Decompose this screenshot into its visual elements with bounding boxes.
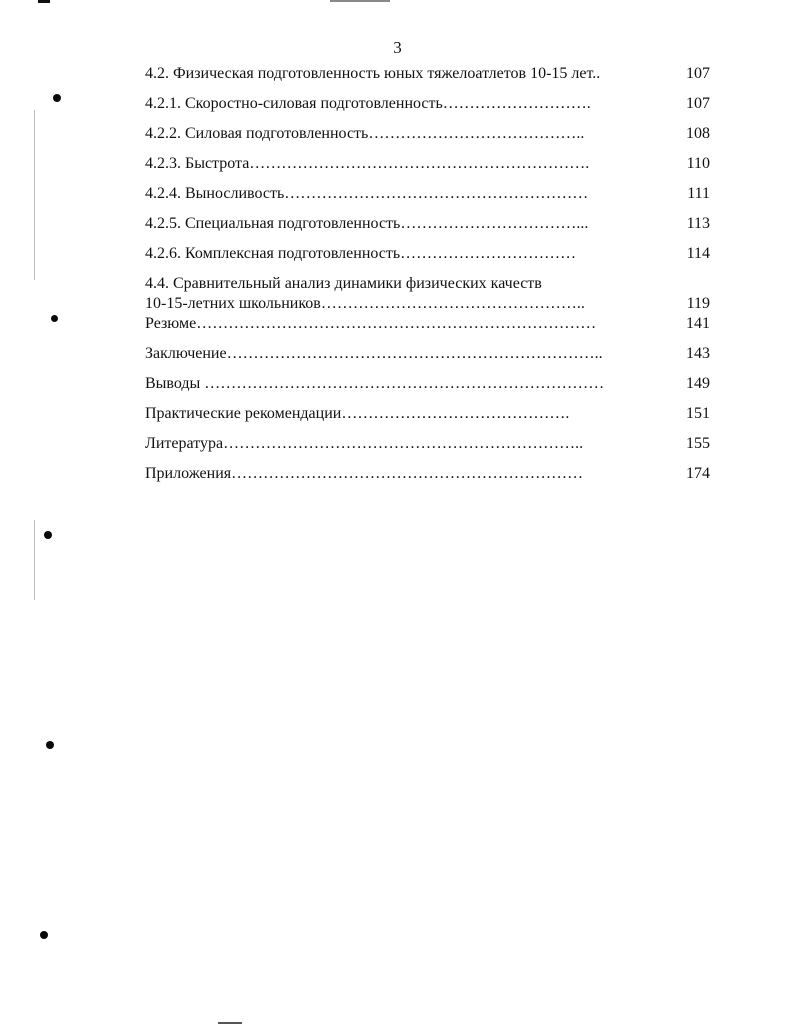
toc-entry-4-2-5[interactable] [145, 214, 710, 234]
toc-entry-title: 4.2.3. Быстрота………………………………………………………. [145, 155, 590, 172]
binding-line-lower [34, 520, 35, 600]
toc-entry-4-2-3[interactable] [145, 154, 710, 174]
toc-entry-4-2-4[interactable] [145, 184, 710, 204]
binding-hole-2 [51, 315, 58, 322]
toc-entry-page: 151 [686, 405, 710, 422]
toc-entry-page: 114 [686, 245, 710, 262]
toc-entry-title: 4.2.5. Специальная подготовленность……………………………... [145, 215, 589, 232]
toc-entry-title: 4.2. Физическая подготовленность юных тяжелоатлетов 10-15 лет.. [145, 65, 601, 82]
binding-hole-5 [40, 931, 48, 939]
toc-entry-page: 107 [686, 95, 710, 112]
toc-entry-page: 119 [686, 295, 710, 312]
toc-entry-appendices[interactable] [145, 464, 710, 484]
toc-entry-literature[interactable] [145, 434, 710, 454]
toc-entry-page: 113 [686, 215, 710, 232]
toc-entry-page: 141 [686, 315, 710, 332]
toc-entry-4-2[interactable] [145, 64, 710, 84]
binding-hole-4 [46, 741, 54, 749]
toc-entry-title: 4.2.1. Скоростно-силовая подготовленность………………………. [145, 95, 591, 112]
page-number: 3 [393, 38, 402, 57]
toc-entry-conclusion[interactable] [145, 344, 710, 364]
toc-entry-title: 4.2.2. Силовая подготовленность………………………………….. [145, 125, 585, 142]
toc-entry-page: 111 [687, 185, 710, 202]
binding-line-upper [34, 110, 35, 280]
toc-entry-title-line-1: 4.4. Сравнительный анализ динамики физических качеств [145, 275, 542, 292]
toc-entry-findings[interactable] [145, 374, 710, 394]
toc-entry-title: 10-15-летних школьников………………………………………….. [145, 295, 585, 312]
toc-entry-title: Литература………………………………………………………….. [145, 435, 584, 452]
toc-entry-page: 155 [686, 435, 710, 452]
toc-entry-title: 4.2.4. Выносливость………………………………………………… [145, 185, 589, 202]
toc-entry-title: Приложения………………………………………………………… [145, 465, 584, 482]
binding-hole-1 [53, 94, 61, 102]
toc-entry-page: 108 [686, 125, 710, 142]
toc-entry-page: 107 [686, 65, 710, 82]
scan-artifact-bottom [218, 1022, 242, 1024]
toc-entry-title: Выводы ………………………………………………………………… [145, 375, 605, 392]
toc-entry-title: Заключение…………………………………………………………….. [145, 345, 603, 362]
toc-entry-title: Резюме………………………………………………………………… [145, 315, 597, 332]
toc-entry-4-2-6[interactable] [145, 244, 710, 264]
toc-entry-title: 4.2.6. Комплексная подготовленность…………………………… [145, 245, 577, 262]
toc-entry-4-2-2[interactable] [145, 124, 710, 144]
scan-artifact-top-mid [330, 0, 390, 2]
toc-entry-page: 110 [686, 155, 710, 172]
toc-entry-4-2-1[interactable] [145, 94, 710, 114]
toc-entry-4-4[interactable] [145, 274, 710, 314]
toc-entry-page: 174 [686, 465, 710, 482]
toc-entry-summary[interactable] [145, 314, 710, 334]
toc-entry-title: Практические рекомендации……………………………………. [145, 405, 570, 422]
scan-artifact-top-left [38, 0, 50, 3]
toc-entry-page: 143 [686, 345, 710, 362]
binding-hole-3 [44, 531, 52, 539]
toc-entry-page: 149 [686, 375, 710, 392]
toc-entry-recommendations[interactable] [145, 404, 710, 424]
